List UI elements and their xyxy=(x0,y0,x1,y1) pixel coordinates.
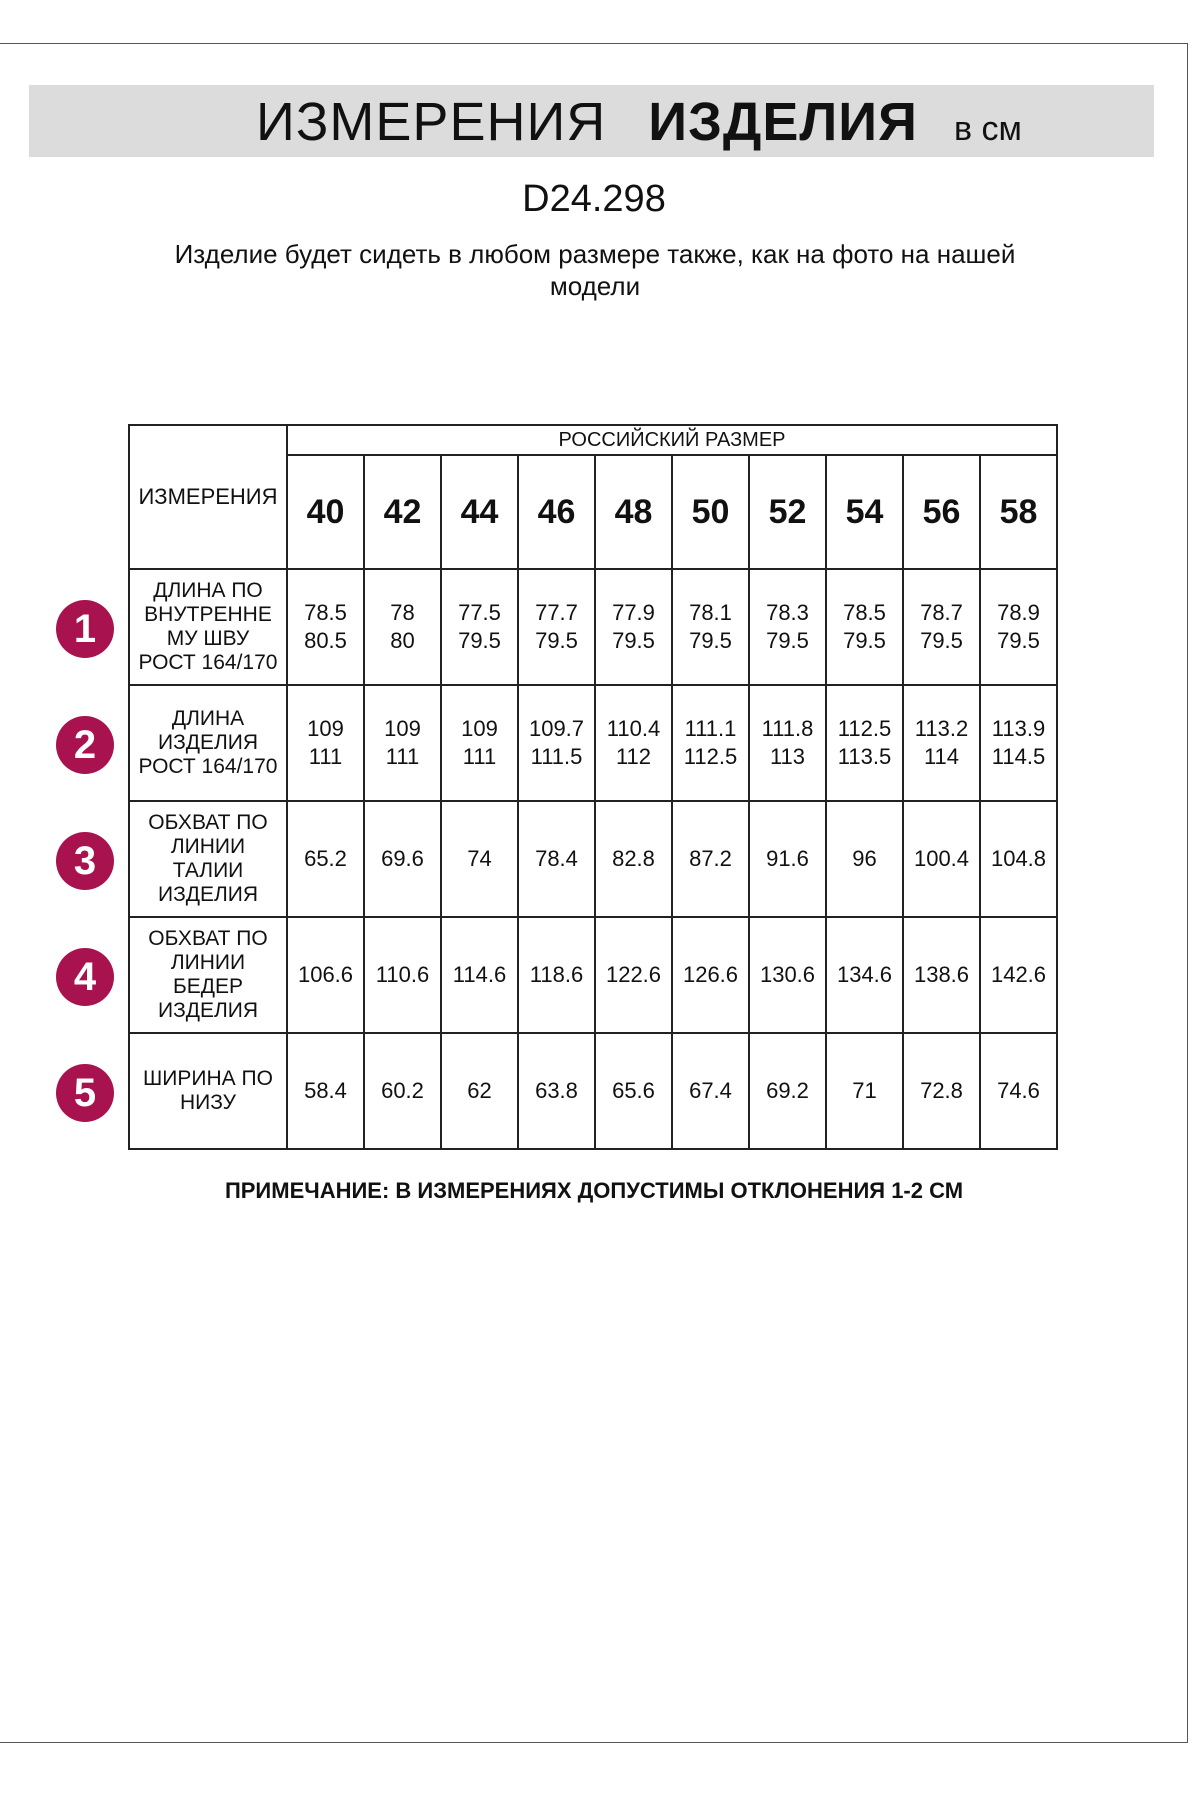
measurement-value-cell xyxy=(980,917,1057,1033)
measurement-value: 112.5 xyxy=(837,716,892,741)
measurement-value: 114 xyxy=(923,744,960,769)
title-word-measurements: ИЗМЕРЕНИЯ xyxy=(256,92,607,152)
measurement-value-cell xyxy=(826,569,903,685)
measurement-value: 72.8 xyxy=(920,1078,963,1103)
measurement-value: 69.6 xyxy=(381,846,424,871)
measurement-value-cell xyxy=(749,685,826,801)
measurement-name-line: РОСТ 164/170 xyxy=(138,755,278,778)
measurement-value: 78.7 xyxy=(920,600,963,625)
measurement-value: 109 xyxy=(384,716,421,741)
tolerance-note: ПРИМЕЧАНИЕ: В ИЗМЕРЕНИЯХ ДОПУСТИМЫ ОТКЛОНЕНИЯ 1-2 СМ xyxy=(224,1178,964,1203)
measurement-name-line: ТАЛИИ xyxy=(172,859,244,882)
measurement-value: 78.5 xyxy=(843,600,886,625)
measurement-value: 82.8 xyxy=(612,846,655,871)
measurement-name-line: ОБХВАТ ПО xyxy=(148,927,268,950)
table-row xyxy=(129,1033,1057,1149)
size-header-cell: 54 xyxy=(826,455,903,569)
measurement-value-cell xyxy=(518,569,595,685)
size-header-cell: 44 xyxy=(441,455,518,569)
measurement-name-line: МУ ШВУ xyxy=(166,627,250,650)
measurement-value-cell xyxy=(287,917,364,1033)
measurement-value-cell xyxy=(364,569,441,685)
measurement-value: 60.2 xyxy=(381,1078,424,1103)
measurement-value: 78.9 xyxy=(997,600,1040,625)
measurement-name-line: БЕДЕР xyxy=(172,975,244,998)
measurement-value-cell xyxy=(441,801,518,917)
measurement-value-cell xyxy=(518,801,595,917)
measurement-value: 87.2 xyxy=(689,846,732,871)
measurement-value-cell xyxy=(595,917,672,1033)
measurement-value: 110.4 xyxy=(606,716,661,741)
measurement-value: 58.4 xyxy=(304,1078,347,1103)
measurement-value: 109 xyxy=(461,716,498,741)
product-code: D24.298 xyxy=(522,178,666,220)
measurement-value: 104.8 xyxy=(990,846,1047,871)
row-number-badge: 1 xyxy=(56,600,114,658)
measurement-value: 79.5 xyxy=(535,628,578,653)
measurement-value: 142.6 xyxy=(990,962,1047,987)
measurement-value: 80 xyxy=(390,628,415,653)
measurement-value-cell xyxy=(749,801,826,917)
size-header-cell: 42 xyxy=(364,455,441,569)
size-header-cell: 46 xyxy=(518,455,595,569)
measurement-value-cell xyxy=(364,1033,441,1149)
measurement-name-line: ВНУТРЕННЕ xyxy=(144,603,272,626)
measurement-value: 74.6 xyxy=(997,1078,1040,1103)
measurement-value: 96 xyxy=(852,846,877,871)
measurement-value: 126.6 xyxy=(682,962,739,987)
measurement-value-cell xyxy=(903,801,980,917)
measurement-value-cell xyxy=(980,569,1057,685)
title-unit: в см xyxy=(953,110,1022,148)
measurement-value-cell xyxy=(441,685,518,801)
measurement-value: 111.8 xyxy=(761,716,814,741)
measurement-value-cell xyxy=(364,801,441,917)
measurement-value-cell xyxy=(595,685,672,801)
measurement-value: 71 xyxy=(852,1078,877,1103)
table-row xyxy=(129,569,1057,685)
title-word-product: ИЗДЕЛИЯ xyxy=(648,92,918,152)
measurement-value-cell xyxy=(903,569,980,685)
measurement-value: 69.2 xyxy=(766,1078,809,1103)
measurement-value-cell xyxy=(441,569,518,685)
measurement-value: 74 xyxy=(467,846,492,871)
measurement-value-cell xyxy=(595,569,672,685)
measurement-value-cell xyxy=(518,685,595,801)
measurement-value: 106.6 xyxy=(297,962,354,987)
measurement-value: 113.5 xyxy=(837,744,892,769)
measurement-value-cell xyxy=(672,917,749,1033)
measurement-value-cell xyxy=(672,801,749,917)
measurement-value: 130.6 xyxy=(759,962,816,987)
measurement-value-cell xyxy=(441,917,518,1033)
table-row xyxy=(129,801,1057,917)
measurement-value: 111 xyxy=(385,744,420,769)
measurement-value: 100.4 xyxy=(913,846,970,871)
measurement-value: 134.6 xyxy=(836,962,893,987)
measurement-name-line: ДЛИНА xyxy=(171,707,245,730)
measurement-value: 111 xyxy=(462,744,497,769)
measurement-value: 79.5 xyxy=(689,628,732,653)
measurement-value-cell xyxy=(826,1033,903,1149)
measurement-value-cell xyxy=(364,685,441,801)
measurement-name-line: ИЗДЕЛИЯ xyxy=(157,999,259,1022)
measurement-value-cell xyxy=(441,1033,518,1149)
measurement-value-cell xyxy=(287,801,364,917)
row-number-badge: 4 xyxy=(56,948,114,1006)
measurement-value-cell xyxy=(903,917,980,1033)
measurement-value-cell xyxy=(903,685,980,801)
measurement-value: 79.5 xyxy=(612,628,655,653)
measurement-value: 138.6 xyxy=(913,962,970,987)
measurement-value: 65.2 xyxy=(304,846,347,871)
measurement-value: 113.9 xyxy=(991,716,1046,741)
measurement-value: 80.5 xyxy=(304,628,347,653)
measurement-value: 114.6 xyxy=(452,962,507,987)
measurement-name-line: ИЗДЕЛИЯ xyxy=(157,731,259,754)
measurement-value-cell xyxy=(364,917,441,1033)
measurement-name xyxy=(129,801,287,917)
table-row xyxy=(129,917,1057,1033)
title-text xyxy=(256,85,1022,157)
measurement-value: 77.9 xyxy=(612,600,655,625)
measurement-value: 111.1 xyxy=(684,716,737,741)
measurement-name-line: ИЗДЕЛИЯ xyxy=(157,883,259,906)
row-number-badge: 3 xyxy=(56,832,114,890)
measurement-name-line: ДЛИНА ПО xyxy=(153,579,263,602)
size-header-cell: 48 xyxy=(595,455,672,569)
measurement-value: 78.3 xyxy=(766,600,809,625)
measurement-value: 79.5 xyxy=(458,628,501,653)
size-header-cell: 40 xyxy=(287,455,364,569)
measurement-value: 112 xyxy=(615,744,652,769)
measurement-value-cell xyxy=(980,801,1057,917)
measurement-name-line: ШИРИНА ПО xyxy=(143,1067,273,1090)
measurement-value: 65.6 xyxy=(612,1078,655,1103)
measurement-value-cell xyxy=(826,801,903,917)
measurement-value-cell xyxy=(980,685,1057,801)
measurement-value-cell xyxy=(672,685,749,801)
measurement-name-line: ЛИНИИ xyxy=(170,835,246,858)
measurement-name-line: ОБХВАТ ПО xyxy=(148,811,268,834)
measurement-value-cell xyxy=(595,801,672,917)
row-number-badge: 2 xyxy=(56,716,114,774)
size-header-cell: 52 xyxy=(749,455,826,569)
size-header-cell: 50 xyxy=(672,455,749,569)
measurement-value: 110.6 xyxy=(375,962,430,987)
measurement-value: 91.6 xyxy=(766,846,809,871)
measurement-value: 114.5 xyxy=(991,744,1046,769)
measurement-value-cell xyxy=(903,1033,980,1149)
measurement-name xyxy=(129,917,287,1033)
measurement-value-cell xyxy=(749,1033,826,1149)
measurement-value: 113 xyxy=(769,744,806,769)
measurement-name xyxy=(129,685,287,801)
measurement-value-cell xyxy=(826,917,903,1033)
measurement-value: 63.8 xyxy=(535,1078,578,1103)
measurement-value: 109.7 xyxy=(528,716,585,741)
measurement-value-cell xyxy=(749,917,826,1033)
measurement-value: 78.5 xyxy=(304,600,347,625)
measurement-value-cell xyxy=(749,569,826,685)
measurement-name xyxy=(129,1033,287,1149)
size-header-cell: 56 xyxy=(903,455,980,569)
measurements-header: ИЗМЕРЕНИЯ xyxy=(129,425,287,569)
measurement-value: 77.7 xyxy=(535,600,578,625)
measurement-value: 111 xyxy=(308,744,343,769)
measurement-value-cell xyxy=(826,685,903,801)
measurement-value-cell xyxy=(287,685,364,801)
measurement-value-cell xyxy=(518,917,595,1033)
measurement-value: 77.5 xyxy=(458,600,501,625)
measurement-value: 78.4 xyxy=(535,846,578,871)
measurement-value-cell xyxy=(287,1033,364,1149)
measurement-value-cell xyxy=(518,1033,595,1149)
measurement-value-cell xyxy=(980,1033,1057,1149)
measurement-value: 79.5 xyxy=(766,628,809,653)
measurement-value: 67.4 xyxy=(689,1078,732,1103)
measurement-name xyxy=(129,569,287,685)
measurement-value-cell xyxy=(595,1033,672,1149)
fit-description: Изделие будет сидеть в любом размере также, как на фото на нашей модели xyxy=(174,239,1016,301)
measurement-value-cell xyxy=(672,569,749,685)
measurement-value: 118.6 xyxy=(529,962,584,987)
measurement-value: 112.5 xyxy=(683,744,738,769)
measurement-value: 62 xyxy=(467,1078,492,1103)
measurement-value: 109 xyxy=(307,716,344,741)
measurement-value-cell xyxy=(672,1033,749,1149)
measurement-name-line: ЛИНИИ xyxy=(170,951,246,974)
measurement-name-line: РОСТ 164/170 xyxy=(138,651,278,674)
size-table xyxy=(128,424,1058,1150)
row-number-badge: 5 xyxy=(56,1064,114,1122)
measurement-value: 78 xyxy=(390,600,415,625)
measurement-value: 113.2 xyxy=(914,716,969,741)
size-header-cell: 58 xyxy=(980,455,1057,569)
measurement-value-cell xyxy=(287,569,364,685)
measurement-value: 78.1 xyxy=(689,600,732,625)
measurement-value: 111.5 xyxy=(530,744,583,769)
measurement-value: 79.5 xyxy=(920,628,963,653)
table-row xyxy=(129,685,1057,801)
measurement-name-line: НИЗУ xyxy=(179,1091,237,1114)
measurement-value: 79.5 xyxy=(843,628,886,653)
measurement-value: 79.5 xyxy=(997,628,1040,653)
measurement-value: 122.6 xyxy=(605,962,662,987)
russian-size-header: РОССИЙСКИЙ РАЗМЕР xyxy=(287,425,1057,455)
